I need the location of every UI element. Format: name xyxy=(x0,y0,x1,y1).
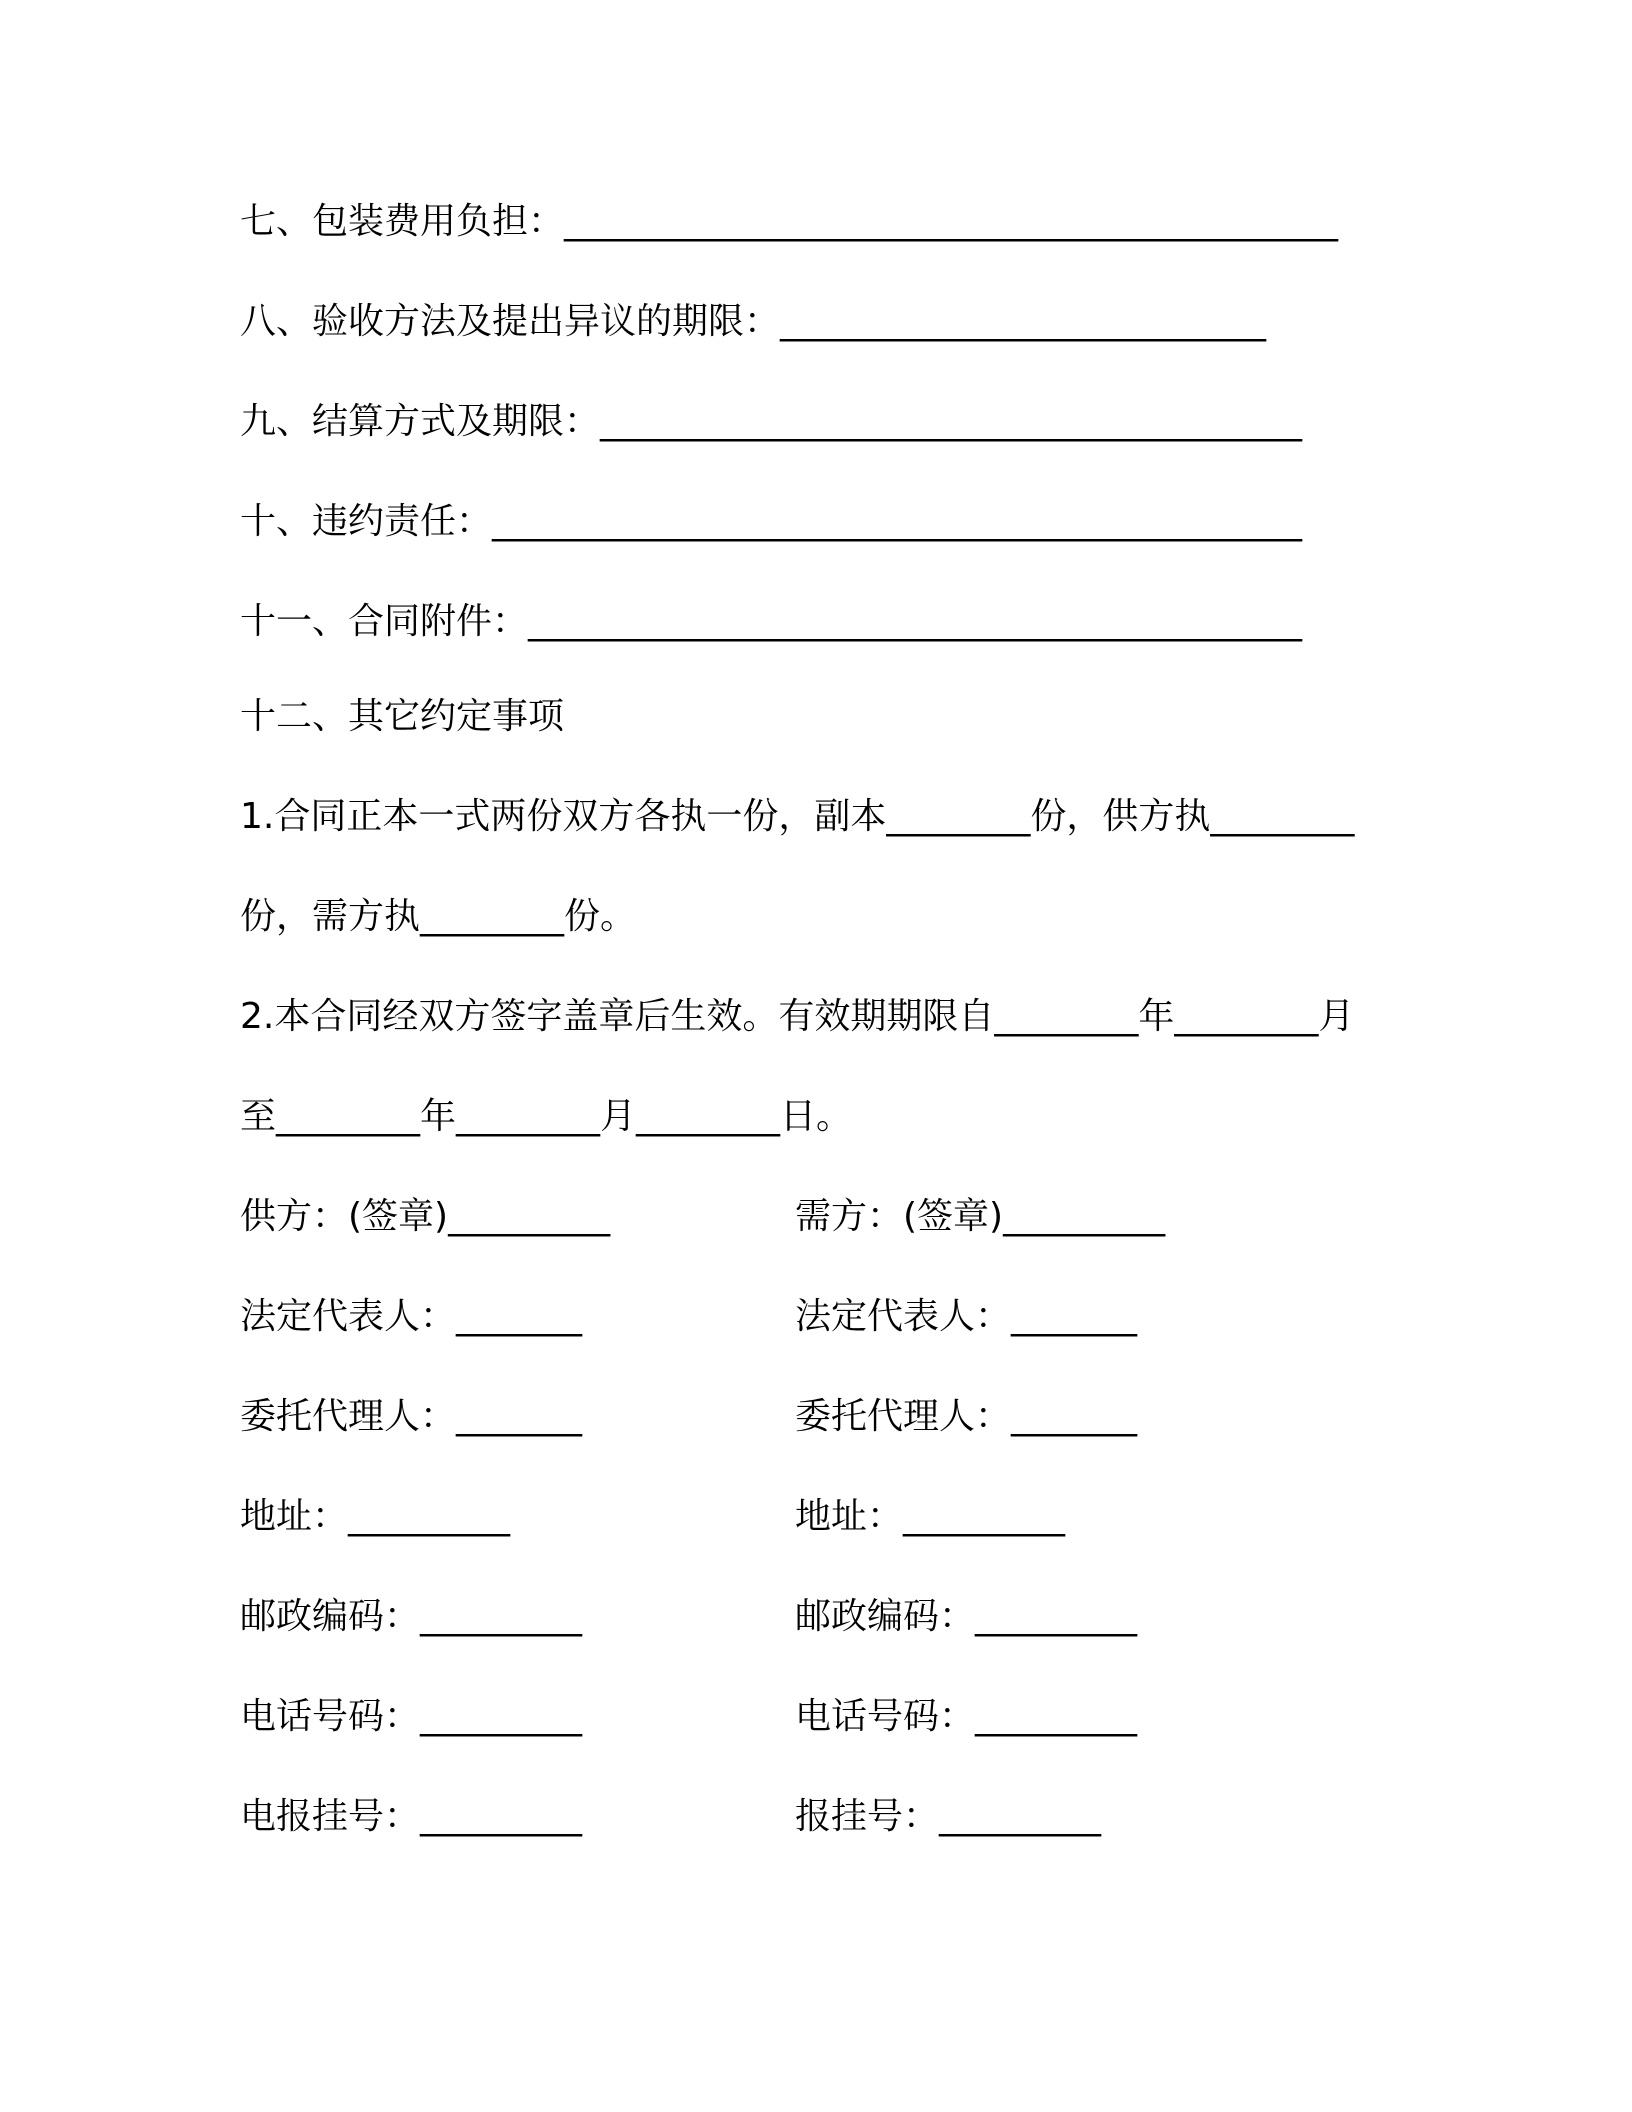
supplier-agent: 委托代理人：_______ xyxy=(240,1396,583,1437)
term-settlement-method: 九、结算方式及期限：_______________________________________ xyxy=(240,401,1303,442)
term-other-agreements-heading: 十二、其它约定事项 xyxy=(240,696,565,737)
clause2-line1: 2.本合同经双方签字盖章后生效。有效期期限自________年________月 xyxy=(240,996,1355,1037)
buyer-address: 地址：_________ xyxy=(795,1496,1066,1537)
buyer-postcode: 邮政编码：_________ xyxy=(795,1596,1138,1637)
buyer-legal-rep: 法定代表人：_______ xyxy=(795,1296,1138,1337)
supplier-address: 地址：_________ xyxy=(240,1496,511,1537)
clause1-line2: 份，需方执________份。 xyxy=(240,896,637,937)
clause2-line2: 至________年________月________日。 xyxy=(240,1096,852,1137)
buyer-seal: 需方：(签章)_________ xyxy=(795,1196,1166,1237)
clause1-line1: 1.合同正本一式两份双方各执一份，副本________份，供方执________ xyxy=(240,796,1355,837)
supplier-telegraph: 电报挂号：_________ xyxy=(240,1796,583,1837)
buyer-telegraph: 报挂号：_________ xyxy=(795,1796,1102,1837)
term-packaging-cost: 七、包装费用负担：___________________________________________ xyxy=(240,201,1339,242)
buyer-agent: 委托代理人：_______ xyxy=(795,1396,1138,1437)
buyer-phone: 电话号码：_________ xyxy=(795,1696,1138,1737)
term-acceptance-method: 八、验收方法及提出异议的期限：___________________________ xyxy=(240,301,1267,342)
supplier-seal: 供方：(签章)_________ xyxy=(240,1196,611,1237)
term-contract-attachments: 十一、合同附件：___________________________________________ xyxy=(240,601,1303,642)
supplier-postcode: 邮政编码：_________ xyxy=(240,1596,583,1637)
supplier-legal-rep: 法定代表人：_______ xyxy=(240,1296,583,1337)
term-breach-liability: 十、违约责任：_____________________________________________ xyxy=(240,501,1303,542)
supplier-phone: 电话号码：_________ xyxy=(240,1696,583,1737)
